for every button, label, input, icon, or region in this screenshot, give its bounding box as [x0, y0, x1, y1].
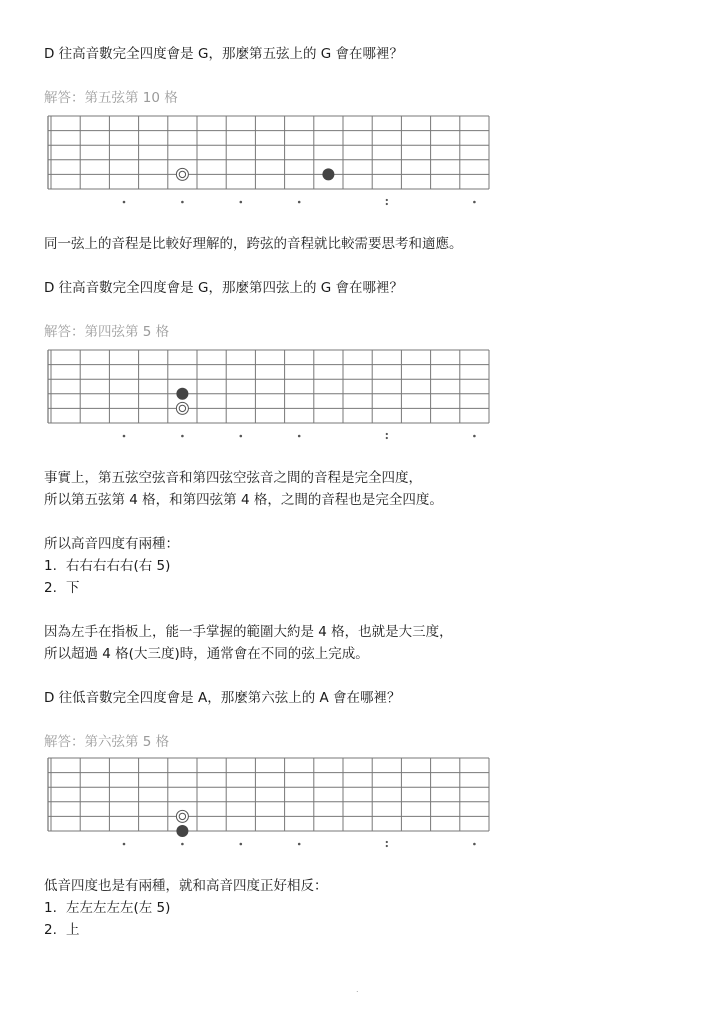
note-marker-filled	[322, 168, 334, 180]
hand-line-2: 所以超過 4 格(大三度)時，通常會在不同的弦上完成。	[44, 646, 369, 662]
list-number: 1.	[44, 558, 57, 574]
note-marker-open	[176, 810, 188, 822]
question-3: D 往低音數完全四度會是 A，那麼第六弦上的 A 會在哪裡？	[44, 690, 401, 706]
answer-3: 解答：第六弦第 5 格	[44, 734, 170, 750]
footer-mark: .	[356, 985, 359, 994]
inlay-dot	[240, 201, 243, 204]
list-number: 2.	[44, 580, 57, 596]
answer-1: 解答：第五弦第 10 格	[44, 90, 178, 106]
list-number: 1.	[44, 900, 57, 916]
inlay-dot	[123, 435, 126, 438]
hand-line-1: 因為左手在指板上，能一手掌握的範圍大約是 4 格，也就是大三度，	[44, 624, 453, 640]
question-2: D 往高音數完全四度會是 G，那麼第四弦上的 G 會在哪裡？	[44, 280, 403, 296]
inlay-dot	[298, 201, 301, 204]
fact-line-1: 事實上，第五弦空弦音和第四弦空弦音之間的音程是完全四度，	[44, 470, 422, 486]
inlay-dot	[298, 843, 301, 846]
inlay-dot	[473, 843, 476, 846]
inlay-dot	[473, 201, 476, 204]
inlay-dot-12a	[386, 199, 388, 201]
fact-line-2: 所以第五弦第 4 格，和第四弦第 4 格，之間的音程也是完全四度。	[44, 492, 443, 508]
inlay-dot-12b	[386, 437, 388, 439]
inlay-dot	[181, 843, 184, 846]
inlay-dot	[123, 201, 126, 204]
note-marker-filled	[176, 388, 188, 400]
inlay-dot	[123, 843, 126, 846]
note-marker-open	[176, 402, 188, 414]
inlay-dot	[181, 435, 184, 438]
question-1: D 往高音數完全四度會是 G，那麼第五弦上的 G 會在哪裡？	[44, 46, 403, 62]
fretboard-3	[40, 756, 492, 852]
inlay-dot-12b	[386, 203, 388, 205]
list-number: 2.	[44, 922, 57, 938]
fretboard-2-diagram	[40, 348, 492, 444]
inlay-dot	[240, 843, 243, 846]
inlay-dot	[473, 435, 476, 438]
note-marker-open	[176, 168, 188, 180]
list-text: 上	[66, 922, 80, 938]
inlay-dot-12b	[386, 845, 388, 847]
inlay-dot	[240, 435, 243, 438]
fretboard-1-diagram	[40, 114, 492, 210]
high-fourth-intro: 所以高音四度有兩種：	[44, 536, 179, 552]
fretboard-2	[40, 348, 492, 444]
list-text: 下	[66, 580, 80, 596]
note-same-string: 同一弦上的音程是比較好理解的，跨弦的音程就比較需要思考和適應。	[44, 236, 463, 252]
inlay-dot-12a	[386, 433, 388, 435]
inlay-dot-12a	[386, 841, 388, 843]
answer-2: 解答：第四弦第 5 格	[44, 324, 170, 340]
list-text: 右右右右右(右 5)	[66, 558, 171, 574]
inlay-dot	[181, 201, 184, 204]
low-fourth-intro: 低音四度也是有兩種，就和高音四度正好相反：	[44, 878, 328, 894]
inlay-dot	[298, 435, 301, 438]
note-marker-filled	[176, 825, 188, 837]
fretboard-3-diagram	[40, 756, 492, 852]
list-text: 左左左左左(左 5)	[66, 900, 171, 916]
fretboard-1	[40, 114, 492, 210]
